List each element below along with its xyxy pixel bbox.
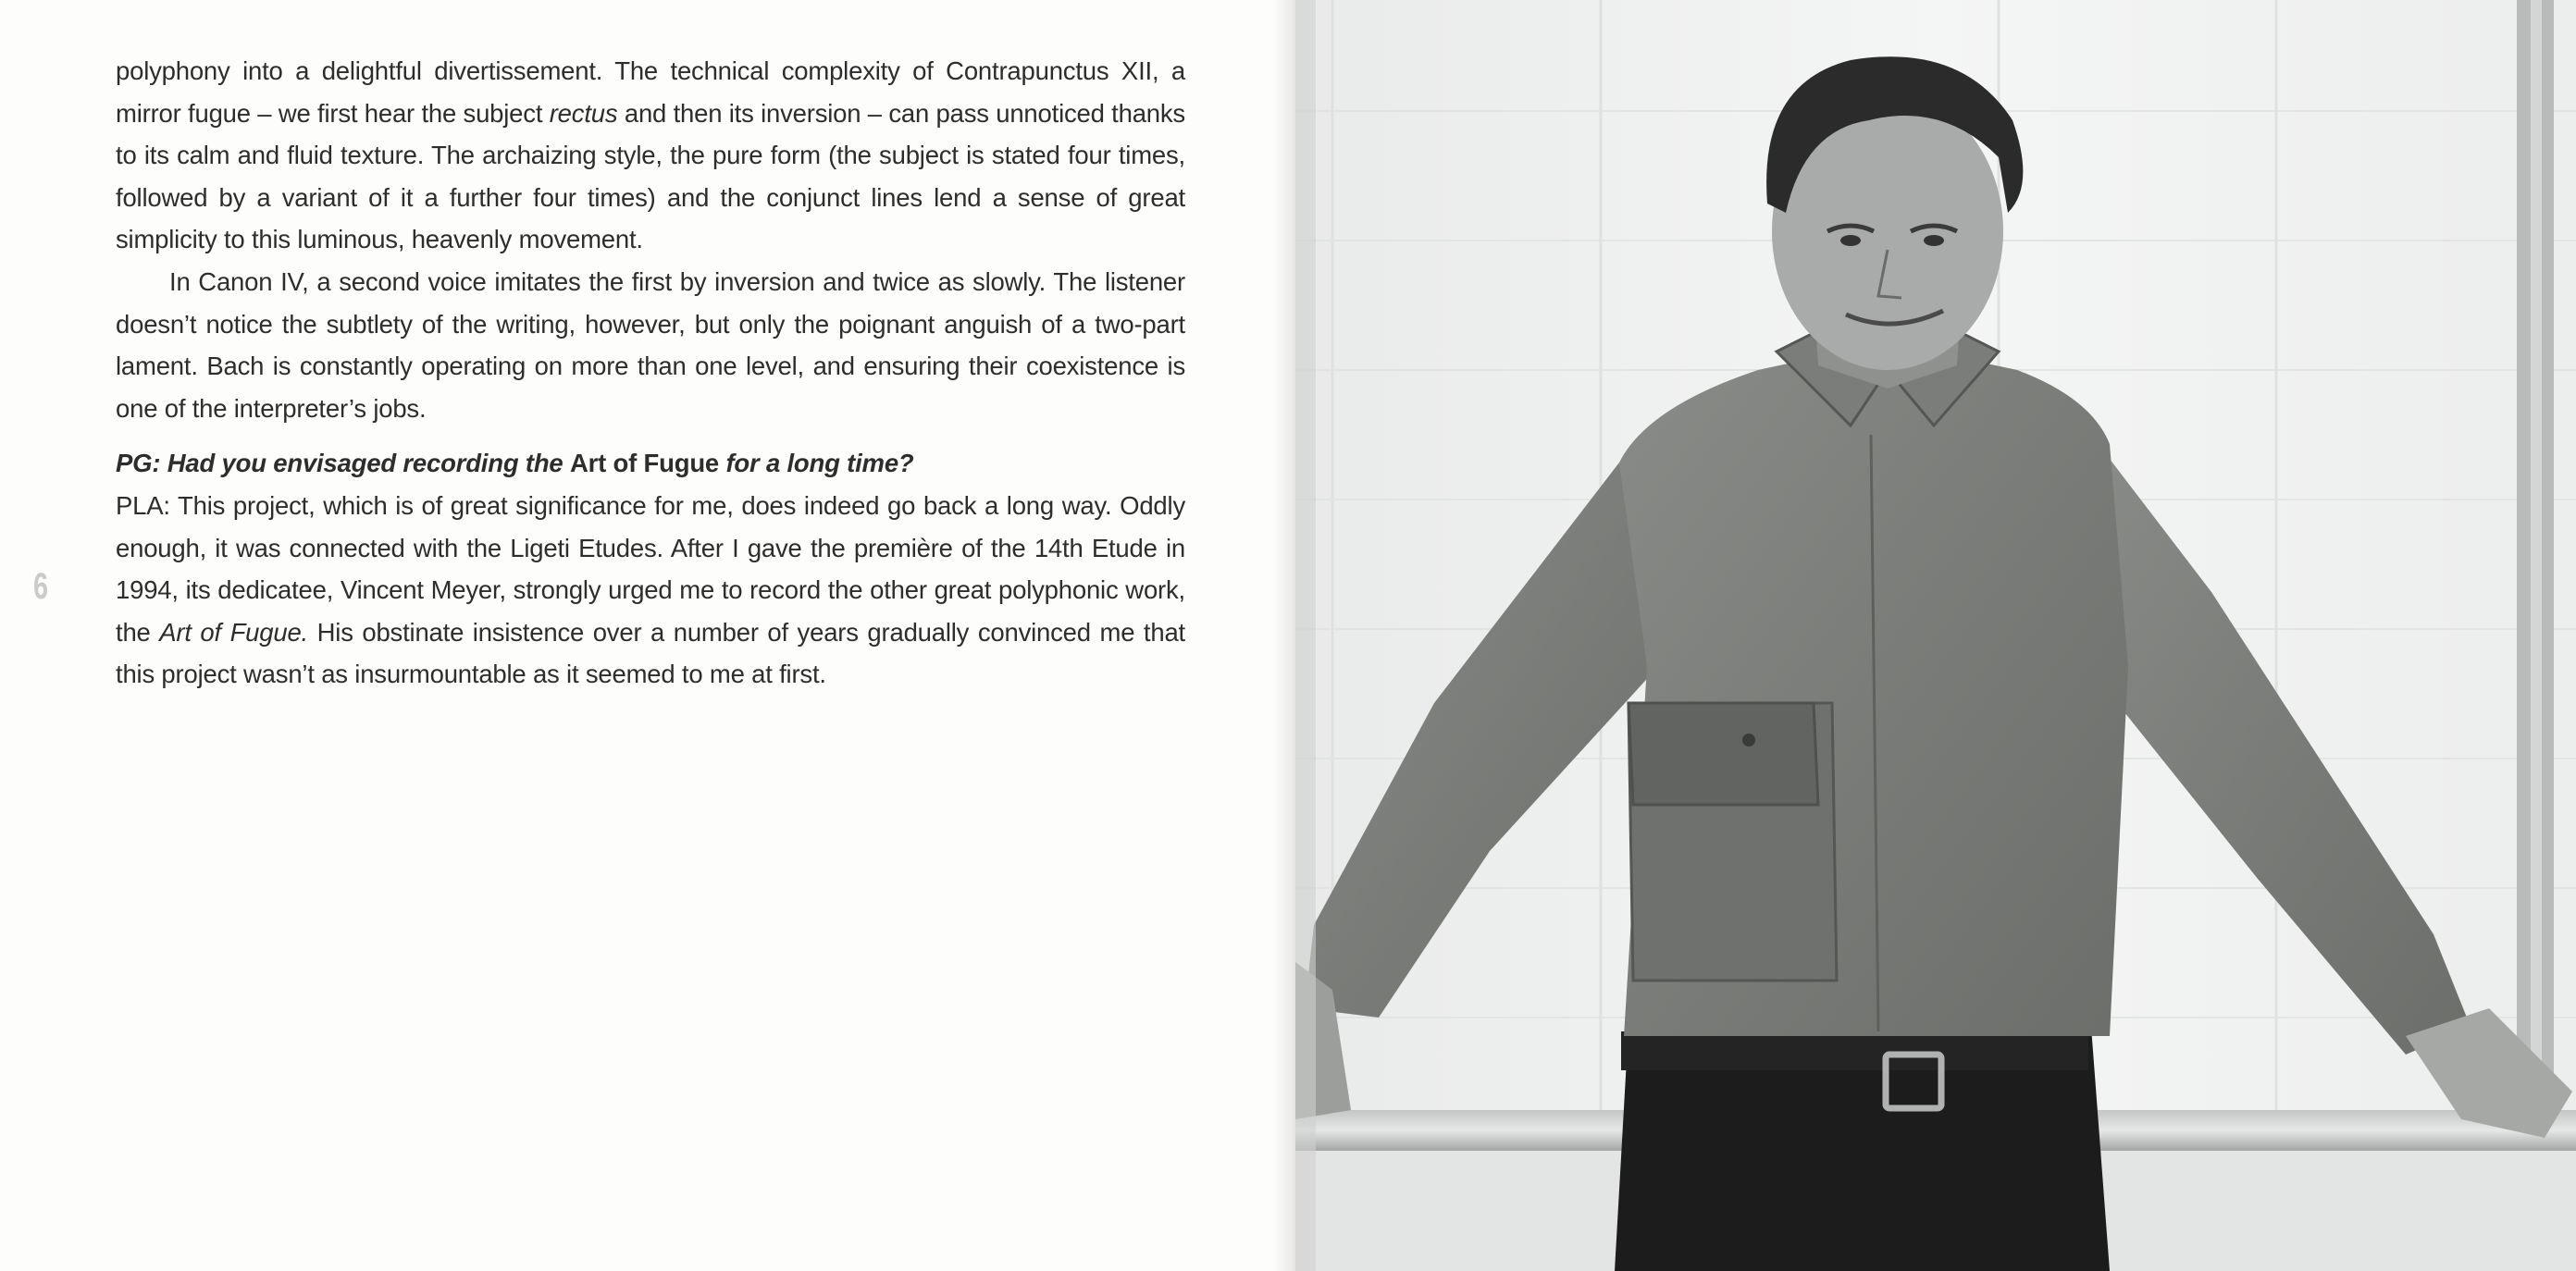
interview-answer: PLA: This project, which is of great significance for me, does indeed go back a long way. Oddly enough, it was connected with the Ligeti Etudes. After I gave the première of the 14th Etude in 1994, its dedicatee, Vincent Meyer, strongly urged me to record the other great polyphonic work, the Art of Fugue. His obstinate insistence over a number of years gradually convinced me that this project wasn’t as insurmountable as it seemed to me at first. [116,490,1185,689]
page-number: 6 [33,566,49,607]
paragraph-contrapunctus: polyphony into a delightful divertissement. The technical complexity of Contrapunctus XII, a mirror fugue – we first hear the subject rectus and then its inversion – can pass unnoticed thanks to its calm and fluid texture. The archaizing style, the pure form (the subject is stated four times, followed by a variant of it a further four times) and the conjunct lines lend a sense of great simplicity to this luminous, heavenly movement. [116,56,1185,254]
interview-question: PG: Had you envisaged recording the Art of Fugue for a long time? [116,449,914,478]
italic-art-of-fugue: Art of Fugue. [159,617,308,647]
portrait-illustration [1295,0,2576,1271]
italic-rectus: rectus [549,98,618,128]
work-title: Art of Fugue [569,449,720,478]
interview-text [116,50,1185,696]
portrait-photo [1295,0,2576,1271]
paragraph-canon: In Canon IV, a second voice imitates the first by inversion and twice as slowly. The listener doesn’t notice the subtlety of the writing, however, but only the poignant anguish of a two-part lament. Bach is constantly operating on more than one level, and ensuring their coexistence is one of the interpreter’s jobs. [116,266,1185,423]
